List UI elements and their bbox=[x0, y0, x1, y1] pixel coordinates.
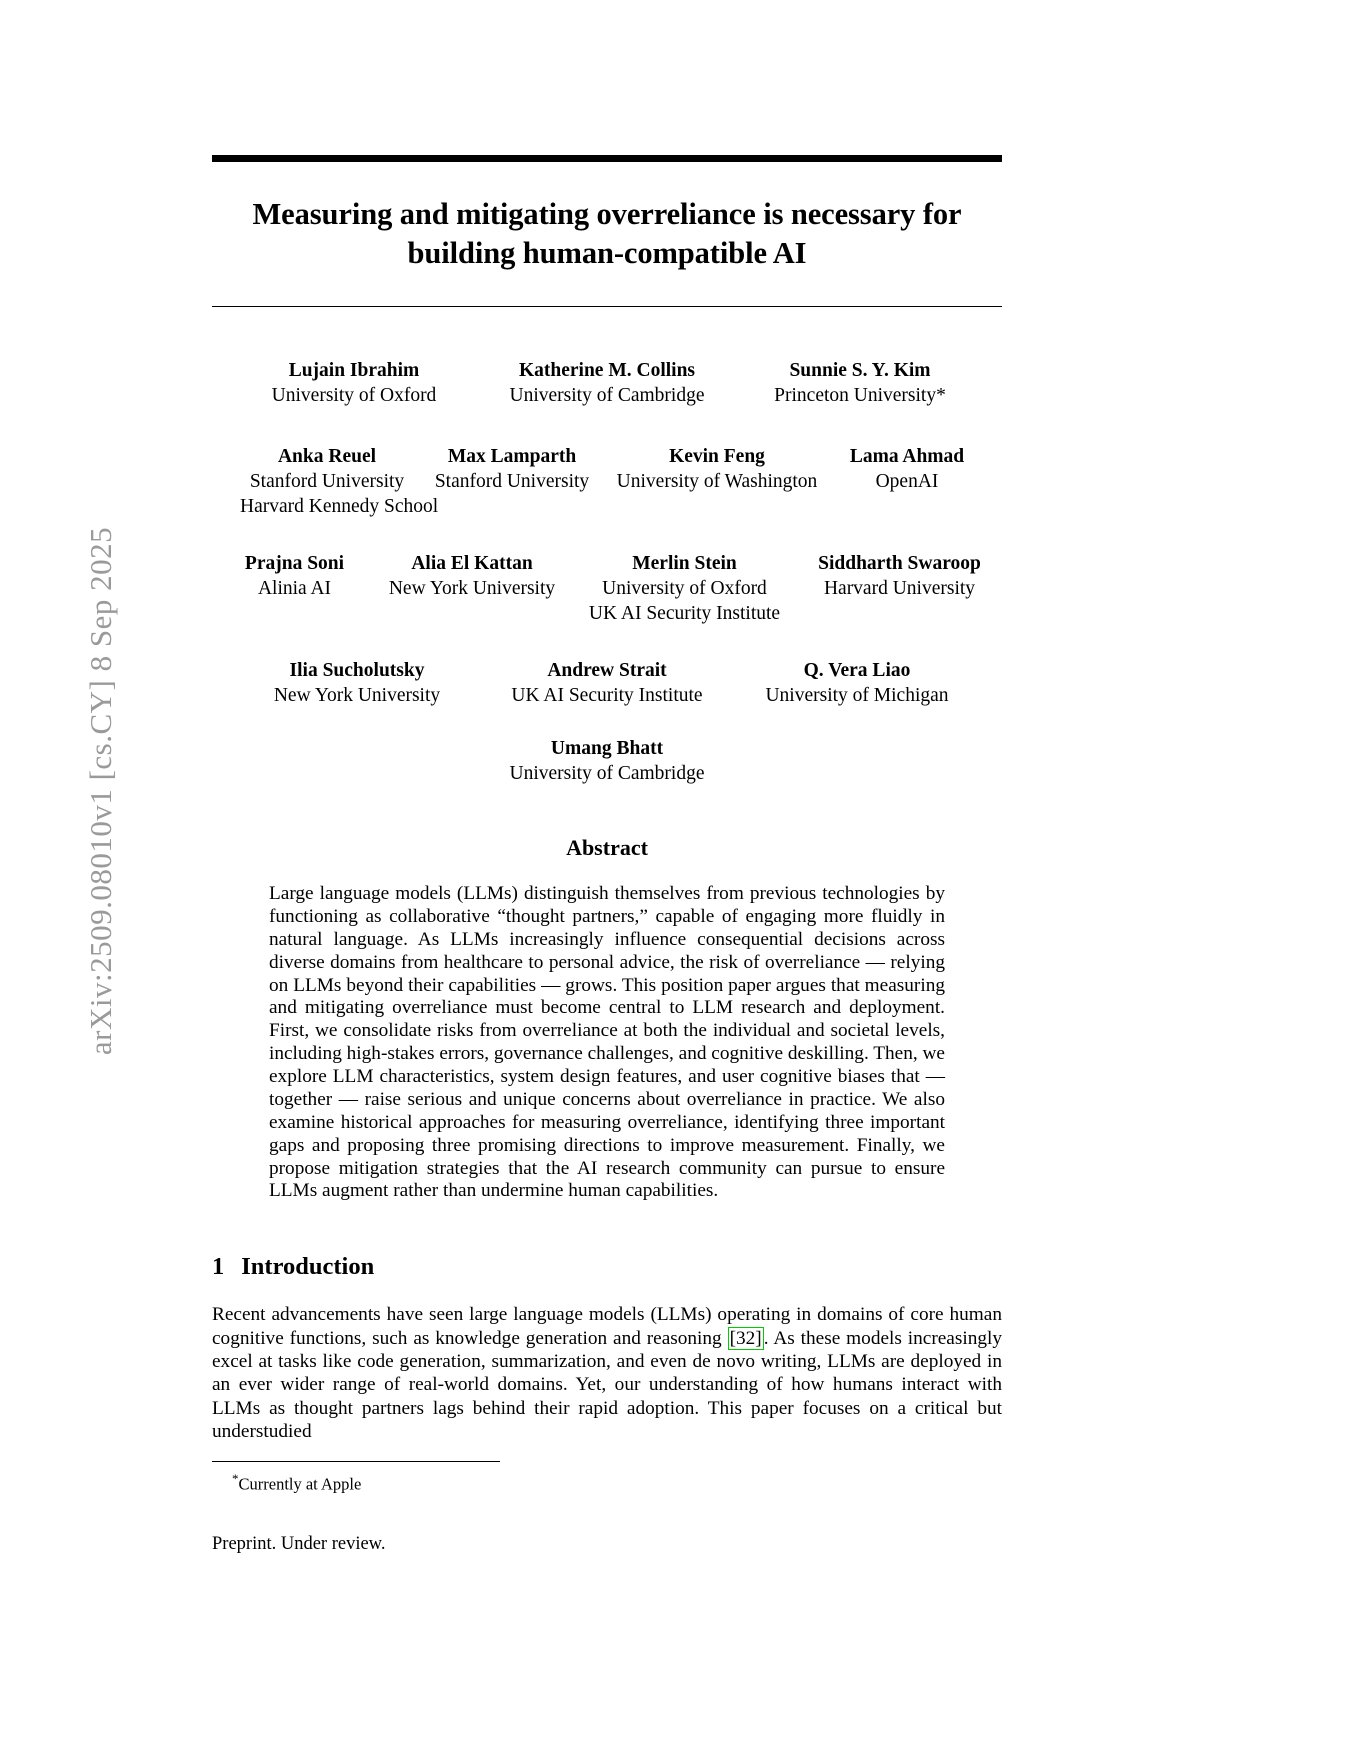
author-name: Umang Bhatt bbox=[550, 738, 664, 760]
arxiv-identifier-stamp: arXiv:2509.08010v1 [cs.CY] 8 Sep 2025 bbox=[83, 526, 118, 1056]
author-entry bbox=[570, 552, 800, 625]
author-affiliation: University of Michigan bbox=[765, 685, 949, 707]
author-affiliation: University of Oxford bbox=[271, 385, 437, 407]
abstract-body: Large language models (LLMs) distinguish themselves from previous technologies by functioning as collaborative “thought partners,” capable of engaging more fluidly in natural language. As LLMs increasingly influence consequential decisions across diverse domains from healthcare to personal advice, the risk of overreliance — relying on LLMs beyond their capabilities — grows. This position paper argues that measuring and mitigating overreliance must become central to LLM research and deployment. First, we consolidate risks from overreliance at both the individual and societal levels, including high-stakes errors, governance challenges, and cognitive deskilling. Then, we explore LLM characteristics, system design features, and user cognitive biases that — together — raise serious and unique concerns about overreliance in practice. We also examine historical approaches for measuring overreliance, identifying three important gaps and proposing three promising directions to improve measurement. Finally, we propose mitigation strategies that the AI research community can pursue to ensure LLMs augment rather than undermine human capabilities. bbox=[269, 883, 945, 1202]
section-number: 1 bbox=[212, 1253, 225, 1281]
footnote-marker: * bbox=[232, 1471, 239, 1487]
author-entry bbox=[481, 359, 734, 407]
author-entry bbox=[800, 552, 1000, 600]
intro-text-after-citation: . As these models increasingly excel at tasks like code generation, summarization, and even de novo writing, LLMs are deployed in an ever wider range of real-world domains. Yet, our understanding of how humans interact with LLMs as thought partners lags behind their rapid adoption. This paper focuses on a critical but understudied bbox=[212, 1327, 1002, 1442]
author-entry bbox=[375, 552, 570, 600]
author-entry bbox=[232, 659, 482, 707]
introduction-paragraph bbox=[212, 1303, 1002, 1443]
author-block bbox=[212, 359, 1002, 785]
author-name: Q. Vera Liao bbox=[803, 660, 911, 682]
footnote-text: Currently at Apple bbox=[238, 1474, 362, 1494]
author-name: Siddharth Swaroop bbox=[818, 553, 981, 575]
title-rule-top bbox=[212, 155, 1002, 162]
author-entry bbox=[422, 445, 602, 493]
author-entry bbox=[457, 737, 757, 785]
author-affiliation: Harvard University bbox=[823, 578, 976, 600]
author-name: Ilia Sucholutsky bbox=[289, 660, 425, 682]
author-affiliation: Stanford University bbox=[249, 471, 405, 493]
author-affiliation: University of Cambridge bbox=[509, 763, 705, 785]
author-name: Alia El Kattan bbox=[411, 553, 533, 575]
author-affiliation: Harvard Kennedy School bbox=[240, 496, 439, 518]
author-name: Kevin Feng bbox=[669, 446, 765, 468]
intro-text-before-citation: Recent advancements have seen large language models (LLMs) operating in domains of core human cognitive functions, such as knowledge generation and reasoning bbox=[212, 1304, 1002, 1349]
author-affiliation: OpenAI bbox=[875, 471, 939, 493]
author-name: Merlin Stein bbox=[632, 553, 737, 575]
preprint-status-note: Preprint. Under review. bbox=[212, 1533, 386, 1554]
section-title: Introduction bbox=[241, 1253, 375, 1281]
author-affiliation: Stanford University bbox=[434, 471, 590, 493]
author-row bbox=[212, 659, 1002, 707]
author-name: Anka Reuel bbox=[277, 446, 377, 468]
paper-page bbox=[212, 0, 1002, 1760]
author-name: Lama Ahmad bbox=[849, 446, 965, 468]
author-entry bbox=[215, 552, 375, 600]
author-entry bbox=[602, 445, 832, 493]
section-heading bbox=[212, 1253, 1002, 1281]
author-affiliation: University of Washington bbox=[616, 471, 818, 493]
author-entry bbox=[732, 659, 982, 707]
author-entry bbox=[228, 359, 481, 407]
author-affiliation: University of Cambridge bbox=[509, 385, 705, 407]
title-rule-bottom bbox=[212, 306, 1002, 308]
author-row bbox=[212, 359, 1002, 407]
author-name: Sunnie S. Y. Kim bbox=[789, 360, 931, 382]
author-name: Lujain Ibrahim bbox=[288, 360, 420, 382]
author-affiliation: Princeton University* bbox=[774, 385, 946, 407]
author-entry bbox=[734, 359, 987, 407]
author-name: Prajna Soni bbox=[244, 553, 345, 575]
author-name: Andrew Strait bbox=[547, 660, 667, 682]
abstract-heading: Abstract bbox=[566, 835, 648, 861]
author-affiliation: UK AI Security Institute bbox=[588, 603, 781, 625]
author-affiliation: Alinia AI bbox=[257, 578, 332, 600]
author-name: Max Lamparth bbox=[447, 446, 577, 468]
author-row bbox=[212, 737, 1002, 785]
author-affiliation: University of Oxford bbox=[602, 578, 767, 600]
author-affiliation: UK AI Security Institute bbox=[511, 685, 703, 707]
author-affiliation: New York University bbox=[273, 685, 441, 707]
author-entry bbox=[232, 445, 439, 518]
footnote-separator bbox=[212, 1461, 500, 1462]
page-title: Measuring and mitigating overreliance is necessary for building human-compatible AI bbox=[252, 197, 962, 271]
author-row bbox=[212, 445, 1002, 518]
footnote bbox=[212, 1471, 1002, 1494]
author-entry bbox=[482, 659, 732, 707]
author-affiliation: New York University bbox=[388, 578, 556, 600]
author-entry bbox=[832, 445, 982, 493]
author-row bbox=[212, 552, 1002, 625]
author-name: Katherine M. Collins bbox=[518, 360, 696, 382]
citation-link-32[interactable]: [32] bbox=[729, 1327, 762, 1349]
